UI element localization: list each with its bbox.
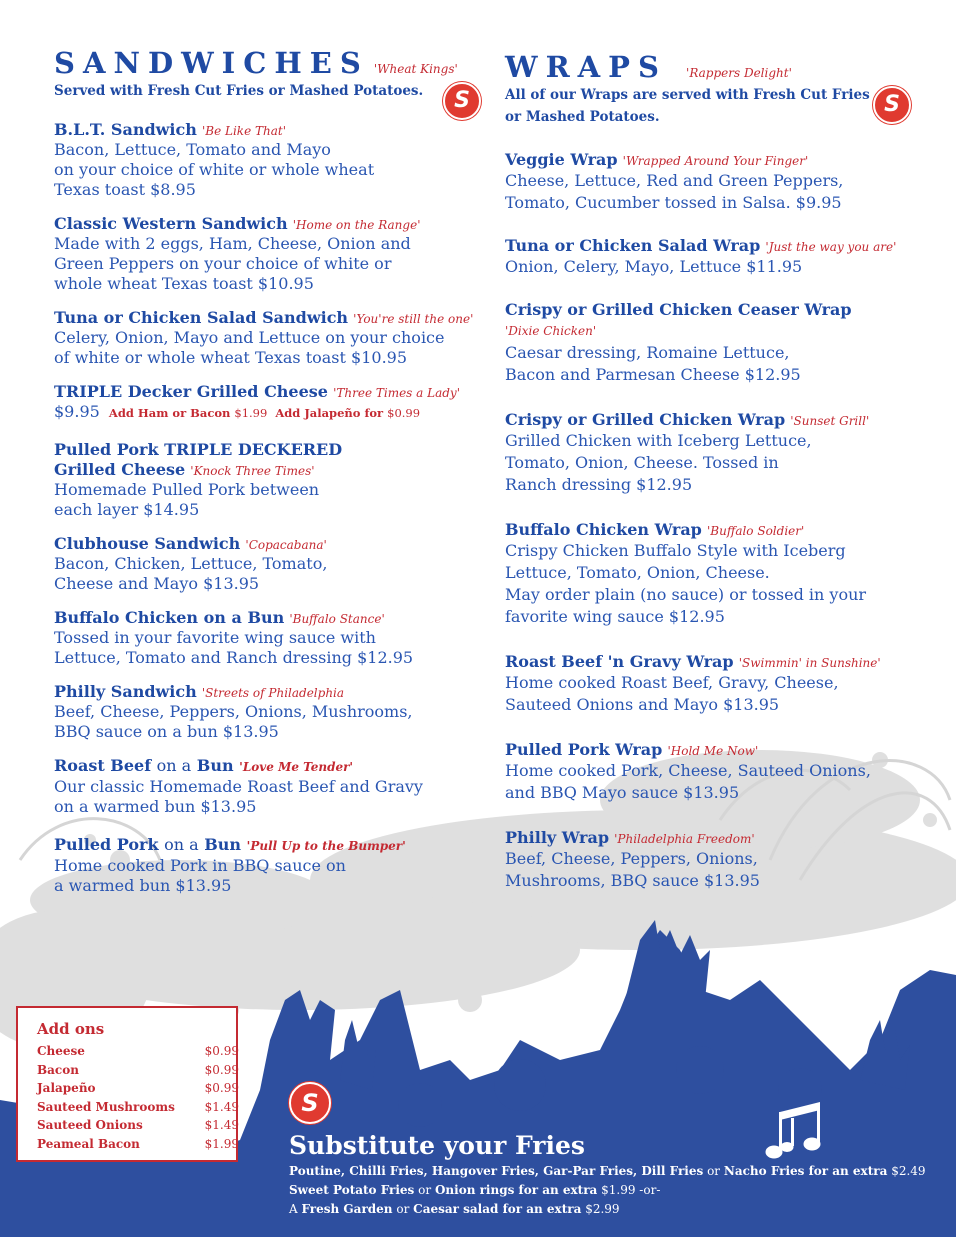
- substitute-text: Onion rings for an extra: [434, 1183, 598, 1197]
- substitute-price: $2.49: [891, 1164, 926, 1178]
- substitute-text: or: [418, 1183, 432, 1197]
- item-name: Pulled Pork TRIPLE DECKERED: [54, 440, 343, 459]
- addon-row: [37, 1135, 239, 1154]
- inline-addon: [105, 406, 420, 420]
- item-name: Philly Sandwich: [54, 682, 197, 701]
- item-name: Crispy or Grilled Chicken Ceaser Wrap: [505, 300, 852, 319]
- addon-row: [37, 1042, 239, 1061]
- item-desc: Onion, Celery, Mayo, Lettuce $11.95: [505, 257, 803, 276]
- addon-name: Jalapeño: [37, 1081, 96, 1096]
- item-desc: Celery, Onion, Mayo and Lettuce on your choice: [54, 328, 445, 347]
- item-song: 'Wrapped Around Your Finger': [622, 154, 809, 168]
- item-name: Bun: [204, 835, 242, 854]
- item-song: 'Be Like That': [201, 124, 287, 138]
- substitute-text: Sweet Potato Fries: [289, 1183, 415, 1197]
- item-desc: Lettuce, Tomato and Ranch dressing $12.95: [54, 648, 414, 667]
- wraps-title: WRAPS: [505, 50, 667, 84]
- item-name: Crispy or Grilled Chicken Wrap: [505, 410, 786, 429]
- item-name-connector: on a: [156, 756, 192, 775]
- item-desc: Home cooked Pork in BBQ sauce on: [54, 856, 346, 875]
- item-desc: Homemade Pulled Pork between: [54, 480, 320, 499]
- inline-addon-name: Add Ham or Bacon: [108, 406, 231, 420]
- item-desc: Bacon and Parmesan Cheese $12.95: [505, 365, 801, 384]
- item-song: 'Copacabana': [245, 538, 327, 552]
- substitute-text: A: [289, 1202, 298, 1216]
- substitute-fries-section: [289, 1130, 926, 1219]
- addon-name: Peameal Bacon: [37, 1136, 140, 1151]
- item-desc: Our classic Homemade Roast Beef and Gravy: [54, 777, 423, 796]
- addons-box: [16, 1006, 238, 1162]
- menu-item: [505, 300, 915, 386]
- menu-item: [54, 440, 474, 520]
- addon-price: $1.49: [204, 1118, 239, 1133]
- item-desc: Mushrooms, BBQ sauce $13.95: [505, 871, 760, 890]
- substitute-price: $2.99: [585, 1202, 620, 1216]
- addon-name: Sauteed Onions: [37, 1118, 143, 1133]
- item-desc: Texas toast $8.95: [54, 180, 196, 199]
- item-desc: favorite wing sauce $12.95: [505, 607, 725, 626]
- item-name: Roast Beef 'n Gravy Wrap: [505, 652, 734, 671]
- item-song: 'Philadelphia Freedom': [614, 832, 755, 846]
- item-desc: whole wheat Texas toast $10.95: [54, 274, 314, 293]
- substitute-text: Nacho Fries for an extra: [723, 1164, 888, 1178]
- item-desc: Bacon, Chicken, Lettuce, Tomato,: [54, 554, 328, 573]
- logo-badge-substitute: S: [289, 1082, 331, 1124]
- item-desc: Tomato, Onion, Cheese. Tossed in: [505, 453, 779, 472]
- substitute-line-1: [289, 1162, 926, 1181]
- item-desc: Green Peppers on your choice of white or: [54, 254, 392, 273]
- wraps-song: 'Rappers Delight': [686, 66, 792, 80]
- item-desc: Beef, Cheese, Peppers, Onions,: [505, 849, 758, 868]
- item-name: Pulled Pork: [54, 835, 159, 854]
- inline-addon-name: Add Jalapeño for: [275, 406, 384, 420]
- menu-item: [505, 828, 915, 892]
- item-desc: Ranch dressing $12.95: [505, 475, 693, 494]
- item-desc: Sauteed Onions and Mayo $13.95: [505, 695, 780, 714]
- addon-price: $0.99: [204, 1081, 239, 1096]
- item-song: 'Love Me Tender': [239, 760, 354, 774]
- addon-price: $1.99: [204, 1136, 239, 1151]
- menu-item: [54, 835, 474, 896]
- menu-item: [54, 534, 474, 594]
- menu-item: [54, 214, 474, 294]
- wraps-subtitle: All of our Wraps are served with Fresh Cut Fries: [505, 87, 870, 103]
- item-desc: Cheese, Lettuce, Red and Green Peppers,: [505, 171, 844, 190]
- item-song: 'Sunset Grill': [790, 414, 870, 428]
- menu-item: [505, 410, 915, 496]
- item-desc: May order plain (no sauce) or tossed in your: [505, 585, 867, 604]
- addon-row: [37, 1098, 239, 1117]
- menu-item: [505, 520, 915, 628]
- item-song: 'Three Times a Lady': [333, 386, 461, 400]
- substitute-text: or: [707, 1164, 721, 1178]
- item-song: 'Knock Three Times': [190, 464, 315, 478]
- substitute-text: Caesar salad for an extra: [413, 1202, 582, 1216]
- logo-badge-sandwiches: S: [443, 82, 481, 120]
- item-song: 'Buffalo Stance': [289, 612, 385, 626]
- item-desc: BBQ sauce on a bun $13.95: [54, 722, 279, 741]
- item-desc: Lettuce, Tomato, Onion, Cheese.: [505, 563, 770, 582]
- item-name: Philly Wrap: [505, 828, 609, 847]
- addon-price: $0.99: [204, 1044, 239, 1058]
- addons-title: Add ons: [37, 1020, 105, 1038]
- sandwiches-song: 'Wheat Kings': [373, 62, 458, 76]
- addon-row: [37, 1079, 239, 1098]
- item-name: Pulled Pork Wrap: [505, 740, 663, 759]
- logo-badge-wraps: S: [873, 86, 911, 124]
- substitute-line-2: [289, 1181, 926, 1200]
- inline-addon-price: $1.99: [234, 406, 268, 420]
- item-name: Tuna or Chicken Salad Sandwich: [54, 308, 349, 327]
- item-desc: Grilled Chicken with Iceberg Lettuce,: [505, 431, 812, 450]
- item-song: 'Buffalo Soldier': [706, 524, 805, 538]
- item-song: 'Just the way you are': [765, 240, 897, 254]
- addon-row: [37, 1061, 239, 1080]
- menu-item: [505, 150, 915, 214]
- addon-name: Bacon: [37, 1062, 79, 1077]
- item-name: Grilled Cheese: [54, 460, 186, 479]
- menu-item: [54, 682, 474, 742]
- item-desc: Crispy Chicken Buffalo Style with Iceberg: [505, 541, 846, 560]
- substitute-title: Substitute your Fries: [289, 1131, 585, 1160]
- item-name: Bun: [196, 756, 234, 775]
- sandwiches-subtitle: Served with Fresh Cut Fries or Mashed Potatoes.: [54, 83, 424, 99]
- item-desc: Made with 2 eggs, Ham, Cheese, Onion and: [54, 234, 411, 253]
- substitute-text: Fresh Garden: [301, 1202, 393, 1216]
- menu-item: [54, 382, 474, 422]
- item-name: Roast Beef: [54, 756, 152, 775]
- item-desc: on a warmed bun $13.95: [54, 797, 257, 816]
- addon-name: Sauteed Mushrooms: [37, 1099, 175, 1114]
- item-desc: of white or whole wheat Texas toast $10.95: [54, 348, 408, 367]
- item-name: TRIPLE Decker Grilled Cheese: [54, 382, 328, 401]
- substitute-line-3: [289, 1200, 926, 1219]
- menu-item: [54, 756, 474, 817]
- item-name-connector: on a: [164, 835, 199, 854]
- addon-name: Cheese: [37, 1044, 85, 1058]
- item-name: Classic Western Sandwich: [54, 214, 288, 233]
- item-desc: Home cooked Pork, Cheese, Sauteed Onions,: [505, 761, 871, 780]
- item-name: Veggie Wrap: [505, 150, 618, 169]
- menu-item: [54, 308, 474, 368]
- sandwiches-section: [54, 46, 474, 896]
- item-desc: each layer $14.95: [54, 500, 200, 519]
- substitute-text: Poutine, Chilli Fries, Hangover Fries, Gar-Par Fries, Dill Fries: [289, 1164, 704, 1178]
- item-song: 'Streets of Philadelphia: [201, 686, 345, 700]
- substitute-price: $1.99 -or-: [601, 1183, 661, 1197]
- addon-row: [37, 1116, 239, 1135]
- item-song: 'Hold Me Now': [667, 744, 759, 758]
- item-desc: Tomato, Cucumber tossed in Salsa. $9.95: [505, 193, 842, 212]
- item-desc: Beef, Cheese, Peppers, Onions, Mushrooms,: [54, 702, 413, 721]
- item-desc: Cheese and Mayo $13.95: [54, 574, 260, 593]
- item-desc: Bacon, Lettuce, Tomato and Mayo: [54, 140, 331, 159]
- menu-item: [505, 652, 915, 716]
- item-song: 'You're still the one': [353, 312, 474, 326]
- item-price: $9.95: [54, 402, 100, 421]
- menu-item: [505, 236, 915, 278]
- sandwiches-title: SANDWICHES: [54, 46, 369, 80]
- item-desc: on your choice of white or whole wheat: [54, 160, 375, 179]
- item-desc: a warmed bun $13.95: [54, 876, 232, 895]
- addon-price: $0.99: [204, 1062, 239, 1077]
- wraps-subtitle: or Mashed Potatoes.: [505, 109, 660, 125]
- item-desc: Tossed in your favorite wing sauce with: [54, 628, 376, 647]
- item-name: Buffalo Chicken on a Bun: [54, 608, 285, 627]
- menu-item: [54, 608, 474, 668]
- item-desc: Home cooked Roast Beef, Gravy, Cheese,: [505, 673, 839, 692]
- item-name: Clubhouse Sandwich: [54, 534, 241, 553]
- item-song: 'Home on the Range': [292, 218, 421, 232]
- addon-price: $1.49: [204, 1099, 239, 1114]
- item-song: 'Pull Up to the Bumper': [246, 839, 406, 853]
- menu-item: [54, 120, 474, 200]
- menu-item: [505, 740, 915, 804]
- item-desc: and BBQ Mayo sauce $13.95: [505, 783, 740, 802]
- inline-addon-price: $0.99: [387, 406, 421, 420]
- item-song: 'Dixie Chicken': [505, 324, 597, 338]
- item-name: B.L.T. Sandwich: [54, 120, 197, 139]
- item-name: Buffalo Chicken Wrap: [505, 520, 702, 539]
- substitute-text: or: [396, 1202, 410, 1216]
- wraps-section: [505, 50, 915, 892]
- item-song: 'Swimmin' in Sunshine': [738, 656, 881, 670]
- item-name: Tuna or Chicken Salad Wrap: [505, 236, 761, 255]
- item-desc: Caesar dressing, Romaine Lettuce,: [505, 343, 790, 362]
